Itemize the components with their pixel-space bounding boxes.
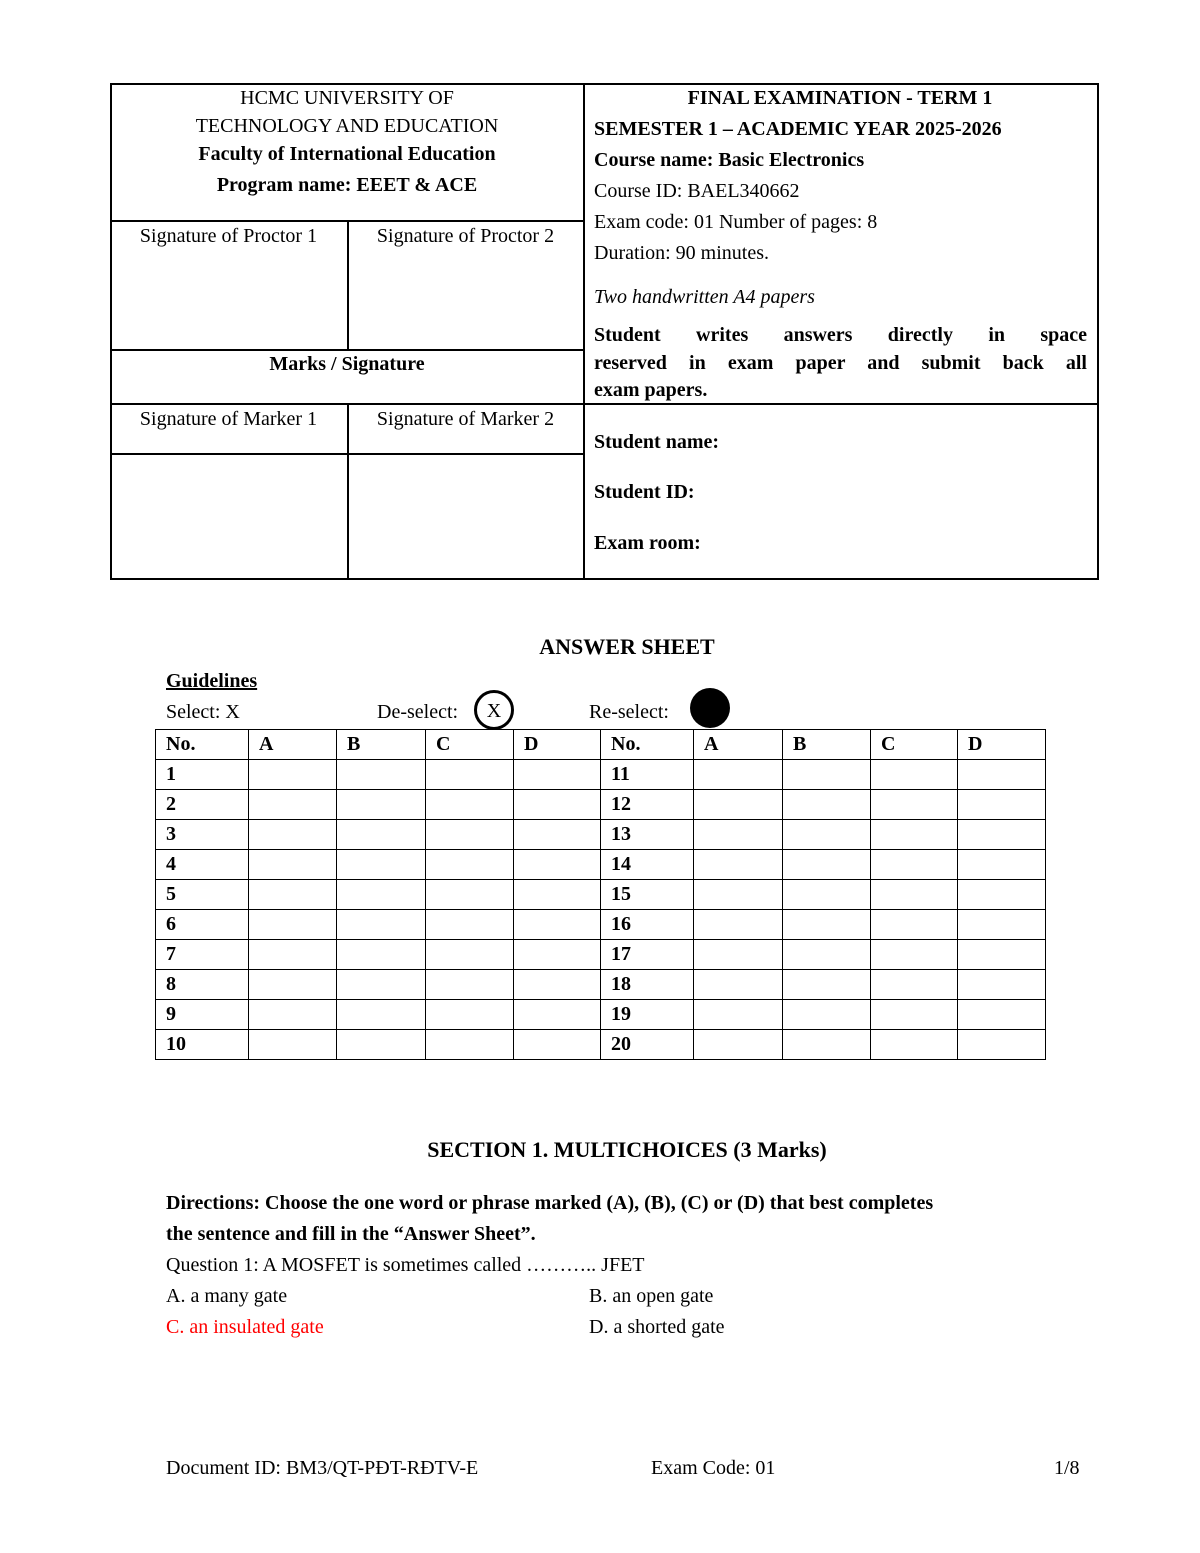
- guideline-reselect: Re-select:: [589, 701, 669, 723]
- answer-cell[interactable]: [783, 970, 871, 1000]
- materials: Two handwritten A4 papers: [594, 286, 815, 308]
- answer-cell[interactable]: [783, 820, 871, 850]
- question-number: 13: [601, 820, 694, 850]
- student-name-field[interactable]: Student name:: [594, 431, 720, 453]
- answer-cell[interactable]: [783, 940, 871, 970]
- column-header: B: [783, 730, 871, 760]
- answer-cell[interactable]: [871, 1030, 958, 1060]
- guideline-select: Select: X: [166, 701, 240, 723]
- answer-cell[interactable]: [958, 820, 1046, 850]
- column-header: No.: [156, 730, 249, 760]
- answer-cell[interactable]: [783, 1000, 871, 1030]
- answer-cell[interactable]: [514, 1030, 601, 1060]
- question-number: 1: [156, 760, 249, 790]
- answer-cell[interactable]: [337, 760, 426, 790]
- grid-header-row: [156, 730, 1046, 760]
- answer-cell[interactable]: [871, 850, 958, 880]
- question-number: 12: [601, 790, 694, 820]
- answer-cell[interactable]: [337, 940, 426, 970]
- section1-title: SECTION 1. MULTICHOICES (3 Marks): [427, 1137, 827, 1162]
- option-c-correct: C. an insulated gate: [166, 1316, 324, 1338]
- question-number: 5: [156, 880, 249, 910]
- question-number: 3: [156, 820, 249, 850]
- answer-cell[interactable]: [783, 850, 871, 880]
- option-b: B. an open gate: [589, 1285, 714, 1307]
- answer-cell[interactable]: [694, 760, 783, 790]
- question-1: Question 1: A MOSFET is sometimes called ……….. JFET: [166, 1254, 645, 1276]
- answer-cell[interactable]: [514, 880, 601, 910]
- answer-cell[interactable]: [871, 790, 958, 820]
- exam-code: Exam code: 01 Number of pages: 8: [594, 211, 878, 233]
- faculty: Faculty of International Education: [198, 143, 496, 165]
- question-number: 18: [601, 970, 694, 1000]
- answer-cell[interactable]: [426, 880, 514, 910]
- duration: Duration: 90 minutes.: [594, 242, 769, 264]
- answer-cell[interactable]: [694, 790, 783, 820]
- answer-cell[interactable]: [783, 910, 871, 940]
- option-d: D. a shorted gate: [589, 1316, 725, 1338]
- answer-cell[interactable]: [426, 910, 514, 940]
- semester: SEMESTER 1 – ACADEMIC YEAR 2025-2026: [594, 118, 1002, 140]
- grid-row: [156, 970, 1046, 1000]
- proctor1-label: Signature of Proctor 1: [139, 225, 318, 247]
- column-header: No.: [601, 730, 694, 760]
- grid-row: [156, 1030, 1046, 1060]
- answer-cell[interactable]: [871, 940, 958, 970]
- column-header: C: [426, 730, 514, 760]
- answer-cell[interactable]: [337, 910, 426, 940]
- answer-cell[interactable]: [514, 820, 601, 850]
- answer-cell[interactable]: [426, 790, 514, 820]
- grid-row: [156, 850, 1046, 880]
- answer-cell[interactable]: [871, 910, 958, 940]
- answer-cell[interactable]: [514, 790, 601, 820]
- answer-cell[interactable]: [783, 760, 871, 790]
- answer-cell[interactable]: [871, 1000, 958, 1030]
- course-name: Course name: Basic Electronics: [594, 149, 865, 171]
- answer-cell[interactable]: [871, 880, 958, 910]
- answer-cell[interactable]: [337, 880, 426, 910]
- instructions-line3: exam papers.: [594, 379, 708, 401]
- question-number: 9: [156, 1000, 249, 1030]
- column-header: A: [694, 730, 783, 760]
- answer-cell[interactable]: [249, 790, 337, 820]
- footer-page-number: 1/8: [1054, 1457, 1080, 1479]
- answer-cell[interactable]: [958, 760, 1046, 790]
- grid-row: [156, 760, 1046, 790]
- question-number: 20: [601, 1030, 694, 1060]
- answer-cell[interactable]: [426, 970, 514, 1000]
- question-number: 16: [601, 910, 694, 940]
- answer-cell[interactable]: [694, 940, 783, 970]
- answer-cell[interactable]: [783, 790, 871, 820]
- university-name-line2: TECHNOLOGY AND EDUCATION: [195, 115, 499, 137]
- directions-line2: the sentence and fill in the “Answer Sheet”.: [166, 1223, 536, 1245]
- column-header: A: [249, 730, 337, 760]
- answer-cell[interactable]: [958, 850, 1046, 880]
- answer-cell[interactable]: [783, 1030, 871, 1060]
- grid-row: [156, 820, 1046, 850]
- answer-cell[interactable]: [783, 880, 871, 910]
- answer-cell[interactable]: [694, 910, 783, 940]
- exam-title: FINAL EXAMINATION - TERM 1: [687, 87, 993, 109]
- grid-row: [156, 1000, 1046, 1030]
- question-number: 4: [156, 850, 249, 880]
- answer-cell[interactable]: [249, 880, 337, 910]
- exam-room-field[interactable]: Exam room:: [594, 532, 701, 554]
- answer-cell[interactable]: [514, 940, 601, 970]
- answer-cell[interactable]: [514, 910, 601, 940]
- answer-cell[interactable]: [337, 970, 426, 1000]
- column-header: D: [514, 730, 601, 760]
- border: [110, 83, 1098, 85]
- column-header: C: [871, 730, 958, 760]
- answer-cell[interactable]: [694, 850, 783, 880]
- footer-document-id: Document ID: BM3/QT-PĐT-RĐTV-E: [166, 1457, 479, 1479]
- answer-cell[interactable]: [249, 970, 337, 1000]
- answer-cell[interactable]: [514, 760, 601, 790]
- divider: [110, 403, 1098, 405]
- answer-cell[interactable]: [694, 970, 783, 1000]
- question-number: 11: [601, 760, 694, 790]
- question-number: 7: [156, 940, 249, 970]
- question-number: 8: [156, 970, 249, 1000]
- answer-cell[interactable]: [426, 940, 514, 970]
- marker1-label: Signature of Marker 1: [139, 408, 318, 430]
- answer-cell[interactable]: [337, 790, 426, 820]
- course-id: Course ID: BAEL340662: [594, 180, 800, 202]
- answer-cell[interactable]: [871, 760, 958, 790]
- question-number: 19: [601, 1000, 694, 1030]
- answer-cell[interactable]: [249, 820, 337, 850]
- reselect-filled-circle-icon: [690, 688, 730, 728]
- answer-cell[interactable]: [426, 820, 514, 850]
- answer-cell[interactable]: [249, 940, 337, 970]
- answer-cell[interactable]: [426, 850, 514, 880]
- answer-cell[interactable]: [426, 1000, 514, 1030]
- option-a: A. a many gate: [166, 1285, 288, 1307]
- grid-row: [156, 790, 1046, 820]
- answer-cell[interactable]: [958, 970, 1046, 1000]
- grid-row: [156, 940, 1046, 970]
- answer-cell[interactable]: [249, 910, 337, 940]
- answer-cell[interactable]: [871, 820, 958, 850]
- answer-cell[interactable]: [514, 970, 601, 1000]
- university-name-line1: HCMC UNIVERSITY OF: [240, 87, 454, 109]
- deselect-circle-icon: X: [474, 690, 514, 730]
- question-number: 10: [156, 1030, 249, 1060]
- student-id-field[interactable]: Student ID:: [594, 481, 695, 503]
- answer-cell[interactable]: [514, 1000, 601, 1030]
- answer-cell[interactable]: [249, 1000, 337, 1030]
- answer-cell[interactable]: [694, 1030, 783, 1060]
- answer-cell[interactable]: [958, 790, 1046, 820]
- answer-cell[interactable]: [694, 820, 783, 850]
- answer-cell[interactable]: [871, 970, 958, 1000]
- grid-row: [156, 880, 1046, 910]
- column-header: B: [337, 730, 426, 760]
- question-number: 2: [156, 790, 249, 820]
- answer-cell[interactable]: [426, 760, 514, 790]
- question-number: 14: [601, 850, 694, 880]
- answer-cell[interactable]: [958, 940, 1046, 970]
- answer-cell[interactable]: [337, 1000, 426, 1030]
- answer-cell[interactable]: [249, 1030, 337, 1060]
- program-name: Program name: EEET & ACE: [216, 174, 478, 196]
- footer-exam-code: Exam Code: 01: [651, 1457, 776, 1479]
- answer-cell[interactable]: [514, 850, 601, 880]
- instructions-line1: Student writes answers directly in space: [594, 324, 1087, 346]
- proctor2-label: Signature of Proctor 2: [376, 225, 555, 247]
- column-header: D: [958, 730, 1046, 760]
- marker2-label: Signature of Marker 2: [376, 408, 555, 430]
- answer-cell[interactable]: [337, 1030, 426, 1060]
- answer-cell[interactable]: [694, 1000, 783, 1030]
- question-number: 6: [156, 910, 249, 940]
- marks-signature-label: Marks / Signature: [269, 353, 425, 375]
- answer-cell[interactable]: [958, 880, 1046, 910]
- answer-cell[interactable]: [958, 910, 1046, 940]
- answer-cell[interactable]: [249, 760, 337, 790]
- answer-cell[interactable]: [426, 1030, 514, 1060]
- answer-cell[interactable]: [249, 850, 337, 880]
- grid-row: [156, 910, 1046, 940]
- directions-line1: Directions: Choose the one word or phrase marked (A), (B), (C) or (D) that best completes: [166, 1192, 934, 1214]
- answer-cell[interactable]: [958, 1000, 1046, 1030]
- instructions-line2: reserved in exam paper and submit back all: [594, 352, 1087, 374]
- answer-cell[interactable]: [958, 1030, 1046, 1060]
- answer-cell[interactable]: [337, 820, 426, 850]
- answer-cell[interactable]: [337, 850, 426, 880]
- question-number: 17: [601, 940, 694, 970]
- guidelines-heading: Guidelines: [166, 670, 258, 692]
- answer-cell[interactable]: [694, 880, 783, 910]
- question-number: 15: [601, 880, 694, 910]
- border: [1097, 83, 1099, 580]
- answer-grid: [155, 729, 1046, 1060]
- guideline-deselect: De-select:: [377, 701, 459, 723]
- answer-sheet-title: ANSWER SHEET: [539, 634, 715, 659]
- border: [110, 578, 1098, 580]
